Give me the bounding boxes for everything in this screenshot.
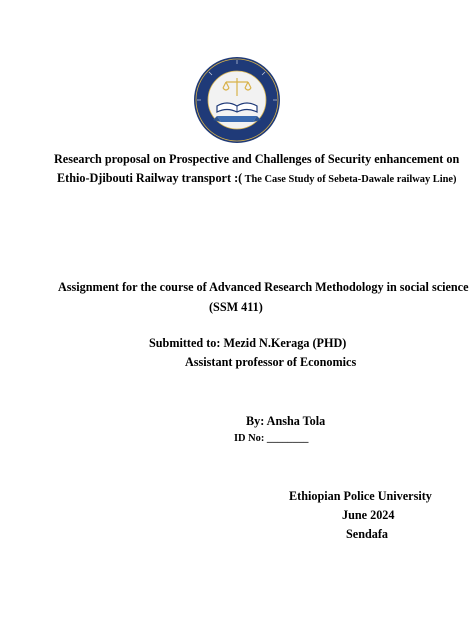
university-name: Ethiopian Police University [289,489,432,503]
title-line-2 [57,171,456,186]
assignment-line-2: (SSM 411) [209,300,263,314]
title-line-2-case-study: The Case Study of Sebeta-Dawale railway Line) [242,174,457,185]
submission-date: June 2024 [342,508,395,522]
submitted-title: Assistant professor of Economics [185,355,357,369]
submitted-to: Submitted to: Mezid N.Keraga (PHD) [149,336,347,350]
title-line-2-main: Ethio-Djibouti Railway transport :( [57,171,243,185]
location: Sendafa [346,527,388,541]
assignment-line-1: Assignment for the course of Advanced Research Methodology in social science [58,280,469,294]
author-name: By: Ansha Tola [246,414,326,428]
author-id: ID No: ________ [234,433,309,444]
title-line-1: Research proposal on Prospective and Challenges of Security enhancement on [54,152,460,166]
university-seal-logo [193,56,281,144]
